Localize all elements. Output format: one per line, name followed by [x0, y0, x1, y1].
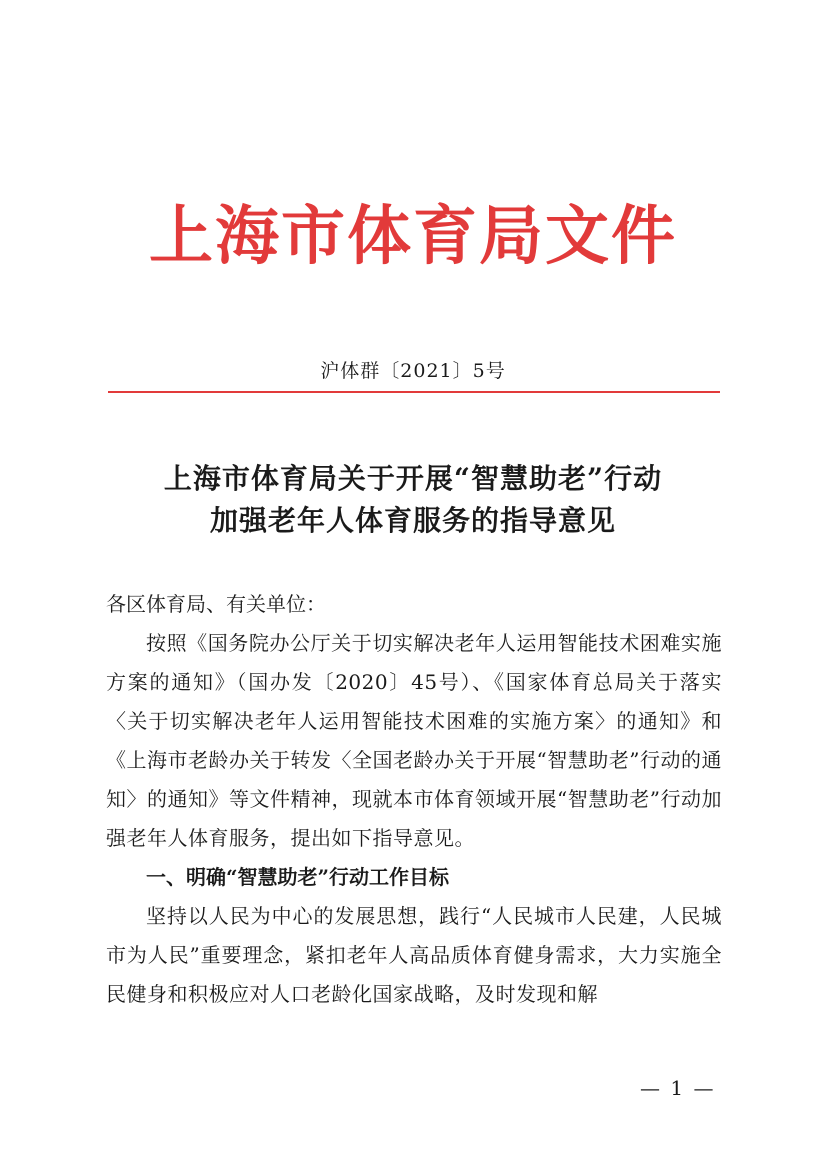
document-masthead: 上海市体育局文件	[149, 199, 677, 274]
salutation: 各区体育局、有关单位：	[106, 592, 326, 616]
page-number: — 1 —	[640, 1076, 716, 1100]
red-divider	[108, 391, 720, 393]
paragraph-goals: 坚持以人民为中心的发展思想，践行“人民城市人民建，人民城市为人民”重要理念，紧扣老年人高品质体育健身需求，大力实施全民健身和积极应对人口老龄化国家战略，及时发现和解	[106, 904, 722, 1006]
document-number: 沪体群〔2021〕5号	[320, 360, 506, 382]
title-line-2: 加强老年人体育服务的指导意见	[209, 504, 616, 537]
section-heading-1: 一、明确“智慧助老”行动工作目标	[146, 865, 450, 889]
document-body	[106, 585, 722, 1014]
document-title	[0, 458, 826, 542]
title-line-1: 上海市体育局关于开展“智慧助老”行动	[163, 462, 663, 495]
paragraph-intro: 按照《国务院办公厅关于切实解决老年人运用智能技术困难实施方案的通知》（国办发〔2020〕45号）、《国家体育总局关于落实〈关于切实解决老年人运用智能技术困难的实施方案〉的通知》和《上海市老龄办关于转发〈全国老龄办关于开展“智慧助老”行动的通知〉的通知》等文件精神，现就本市体育领域开展“智慧助老”行动加强老年人体育服务，提出如下指导意见。	[106, 631, 722, 850]
